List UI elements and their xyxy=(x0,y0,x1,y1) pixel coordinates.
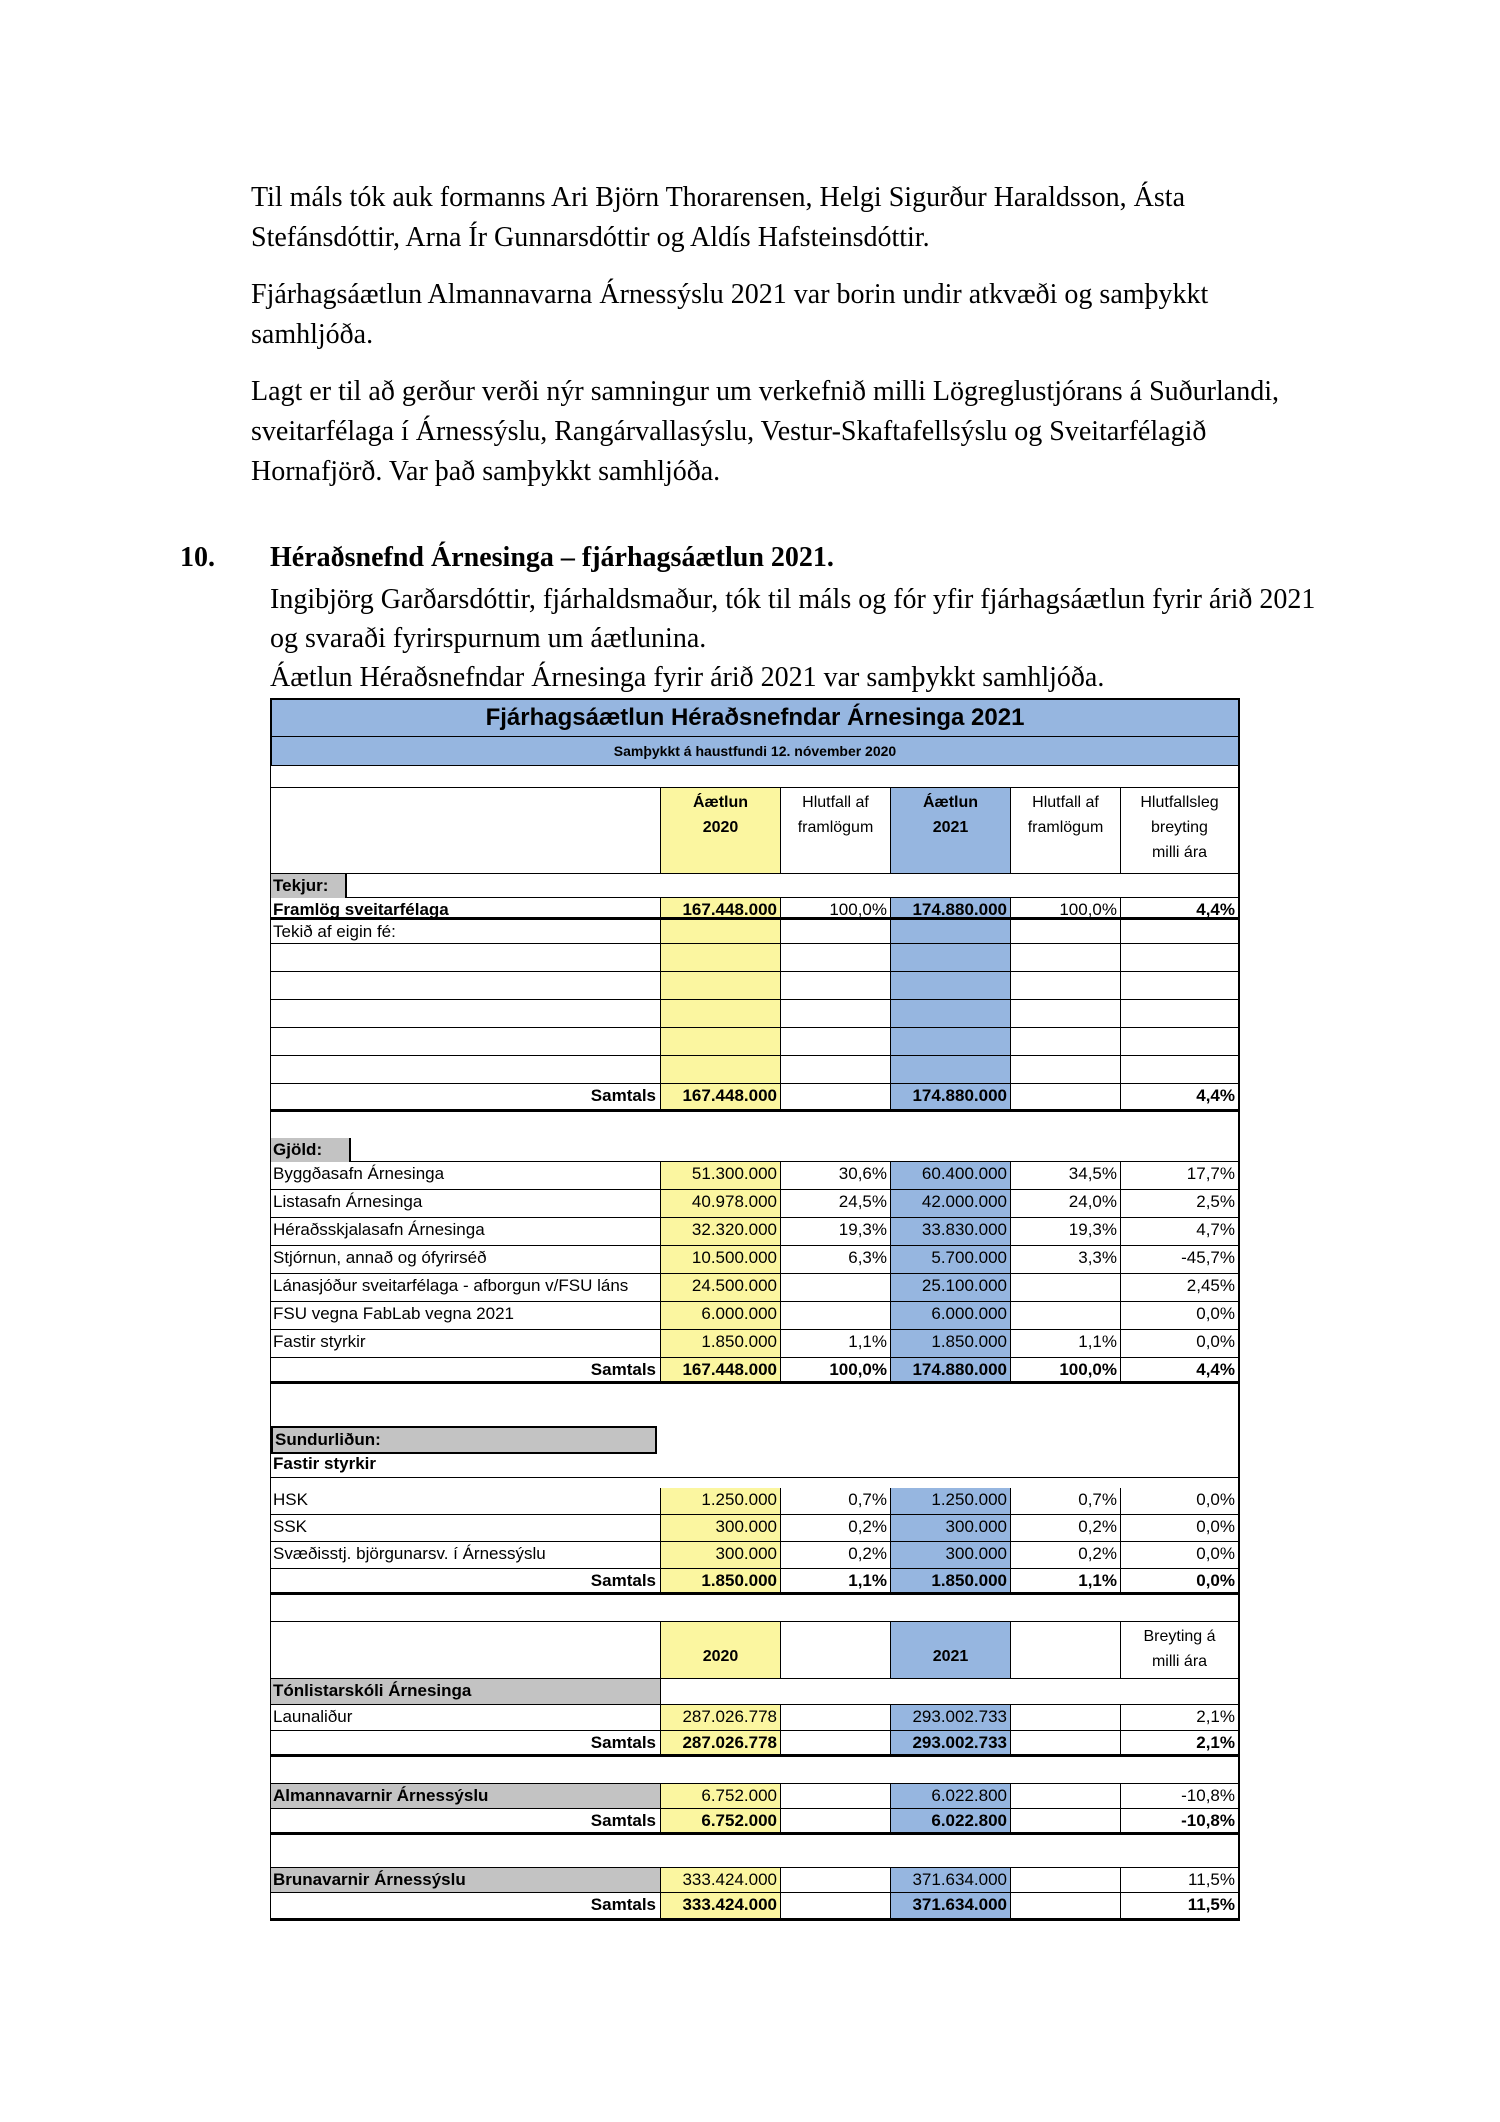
row-label: Stjórnun, annað og ófyrirséð xyxy=(270,1246,660,1274)
change: -45,7% xyxy=(1120,1246,1240,1274)
tekjur-total-row xyxy=(270,1084,1240,1112)
gjold-row xyxy=(270,1190,1240,1218)
section-body xyxy=(270,580,1320,697)
sundurlidun-label-row xyxy=(270,1426,1240,1452)
header-aaetlun-2020: Áætlun 2020 xyxy=(660,788,780,874)
share-2021: 19,3% xyxy=(1010,1218,1120,1246)
value-2021: 300.000 xyxy=(890,1515,1010,1542)
paragraph-almannavarnir: Fjárhagsáætlun Almannavarna Árnessýslu 2021 var borin undir atkvæði og samþykkt samhljóða. xyxy=(251,279,1209,350)
change xyxy=(1120,920,1240,944)
row-label xyxy=(270,944,660,972)
value-2020: 32.320.000 xyxy=(660,1218,780,1246)
gjold-body xyxy=(270,1162,1240,1384)
tonlist-total-2021: 293.002.733 xyxy=(890,1731,1010,1757)
bruna-total-label: Samtals xyxy=(270,1893,660,1921)
value-2021: 1.250.000 xyxy=(890,1488,1010,1515)
header-hlutfall-2020: Hlutfall af framlögum xyxy=(780,788,890,874)
share-2021 xyxy=(1010,1000,1120,1028)
share-2021 xyxy=(1010,1274,1120,1302)
value-2020: 167.448.000 xyxy=(660,1084,780,1112)
row-label: Héraðsskjalasafn Árnesinga xyxy=(270,1218,660,1246)
share-2020 xyxy=(780,1000,890,1028)
header-breyting: Hlutfallsleg breyting milli ára xyxy=(1120,788,1240,874)
table-spacer xyxy=(270,766,1240,788)
change: 0,0% xyxy=(1120,1515,1240,1542)
change: 4,7% xyxy=(1120,1218,1240,1246)
row-label: HSK xyxy=(270,1488,660,1515)
change: 0,0% xyxy=(1120,1330,1240,1358)
row-label: FSU vegna FabLab vegna 2021 xyxy=(270,1302,660,1330)
share-2020 xyxy=(780,944,890,972)
value-2021 xyxy=(890,1000,1010,1028)
share-2020: 24,5% xyxy=(780,1190,890,1218)
value-2021: 1.850.000 xyxy=(890,1330,1010,1358)
header-hlutfall-2021: Hlutfall af framlögum xyxy=(1010,788,1120,874)
paragraph-speakers: Til máls tók auk formanns Ari Björn Thorarensen, Helgi Sigurður Haraldsson, Ásta Stefánsdóttir, Arna Ír Gunnarsdóttir og Aldís Hafsteinsdóttir. xyxy=(251,182,1186,253)
gjold-label-row xyxy=(270,1138,1240,1162)
change: 4,4% xyxy=(1120,1084,1240,1112)
bruna-total-2020: 333.424.000 xyxy=(660,1893,780,1921)
share-2020: 100,0% xyxy=(780,898,890,920)
gap-row-2 xyxy=(270,1384,1240,1426)
row-label: Samtals xyxy=(270,1569,660,1595)
change: 0,0% xyxy=(1120,1542,1240,1569)
value-2020: 51.300.000 xyxy=(660,1162,780,1190)
section-body-2: Áætlun Héraðsnefndar Árnesinga fyrir árið 2021 var samþykkt samhljóða. xyxy=(270,662,1105,693)
tekjur-body xyxy=(270,898,1240,1112)
fastir-total-row xyxy=(270,1569,1240,1595)
value-2021: 6.000.000 xyxy=(890,1302,1010,1330)
value-2021: 42.000.000 xyxy=(890,1190,1010,1218)
almanna-label: Almannavarnir Árnessýslu xyxy=(270,1783,660,1809)
spacer-cell xyxy=(270,766,1240,788)
change: 0,0% xyxy=(1120,1569,1240,1595)
gjold-row xyxy=(270,1330,1240,1358)
row-label: Svæðisstj. björgunarsv. í Árnessýslu xyxy=(270,1542,660,1569)
tekjur-label: Tekjur: xyxy=(271,874,347,898)
gjold-total-row xyxy=(270,1358,1240,1384)
gjold-row xyxy=(270,1218,1240,1246)
row-label: Framlög sveitarfélaga xyxy=(270,898,660,920)
tonlist-row-label: Launaliður xyxy=(270,1705,660,1731)
bruna-change: 11,5% xyxy=(1120,1867,1240,1893)
value-2020 xyxy=(660,1028,780,1056)
change xyxy=(1120,972,1240,1000)
change: 2,5% xyxy=(1120,1190,1240,1218)
tonlist-total-label: Samtals xyxy=(270,1731,660,1757)
row-label: Tekið af eigin fé: xyxy=(270,920,660,944)
gjold-row xyxy=(270,1274,1240,1302)
change xyxy=(1120,944,1240,972)
row-label: Listasafn Árnesinga xyxy=(270,1190,660,1218)
share-2021 xyxy=(1010,972,1120,1000)
share-2021 xyxy=(1010,1056,1120,1084)
change: 4,4% xyxy=(1120,898,1240,920)
share-2020 xyxy=(780,1302,890,1330)
tekjur-label-row xyxy=(270,874,1240,898)
share-2020: 6,3% xyxy=(780,1246,890,1274)
header-blank xyxy=(270,788,660,874)
empty-row xyxy=(270,1000,1240,1028)
almanna-row xyxy=(270,1783,1240,1809)
value-2021 xyxy=(890,1028,1010,1056)
almanna-total-row xyxy=(270,1809,1240,1835)
share-2021: 1,1% xyxy=(1010,1569,1120,1595)
empty-row xyxy=(270,972,1240,1000)
fastir-label-row xyxy=(270,1452,1240,1478)
value-2021: 174.880.000 xyxy=(890,898,1010,920)
share-2020: 0,2% xyxy=(780,1515,890,1542)
share-2021 xyxy=(1010,1302,1120,1330)
tonlist-row xyxy=(270,1705,1240,1731)
value-2020 xyxy=(660,972,780,1000)
fastir-label: Fastir styrkir xyxy=(270,1452,1240,1478)
row-label: Byggðasafn Árnesinga xyxy=(270,1162,660,1190)
empty-row xyxy=(270,1056,1240,1084)
share-2020 xyxy=(780,972,890,1000)
bruna-total-change: 11,5% xyxy=(1120,1893,1240,1921)
share-2021: 0,2% xyxy=(1010,1515,1120,1542)
almanna-total-label: Samtals xyxy=(270,1809,660,1835)
share-2021 xyxy=(1010,1084,1120,1112)
row-label xyxy=(270,1000,660,1028)
gjold-label: Gjöld: xyxy=(271,1138,351,1162)
value-2020 xyxy=(660,1000,780,1028)
table-subtitle: Samþykkt á haustfundi 12. nóvember 2020 xyxy=(270,737,1240,766)
share-2021 xyxy=(1010,920,1120,944)
value-2020 xyxy=(660,920,780,944)
share-2020: 30,6% xyxy=(780,1162,890,1190)
almanna-total-2021: 6.022.800 xyxy=(890,1809,1010,1835)
tekjur-row xyxy=(270,920,1240,944)
header2-2020: 2020 xyxy=(660,1621,780,1679)
value-2021 xyxy=(890,920,1010,944)
header-aaetlun-2021: Áætlun 2021 xyxy=(890,788,1010,874)
almanna-total-change: -10,8% xyxy=(1120,1809,1240,1835)
almanna-total-2020: 6.752.000 xyxy=(660,1809,780,1835)
row-label: Samtals xyxy=(270,1084,660,1112)
value-2021 xyxy=(890,972,1010,1000)
gap-row xyxy=(270,1112,1240,1138)
gap-row-3 xyxy=(270,1595,1240,1621)
row-label: Samtals xyxy=(270,1358,660,1384)
share-2020 xyxy=(780,1084,890,1112)
value-2021 xyxy=(890,1056,1010,1084)
value-2021: 60.400.000 xyxy=(890,1162,1010,1190)
share-2020 xyxy=(780,1274,890,1302)
header2-2021: 2021 xyxy=(890,1621,1010,1679)
section-title: Héraðsnefnd Árnesinga – fjárhagsáætlun 2021. xyxy=(270,542,834,573)
share-2020 xyxy=(780,1056,890,1084)
tekjur-row xyxy=(270,898,1240,920)
almanna-2021: 6.022.800 xyxy=(890,1783,1010,1809)
value-2020: 1.850.000 xyxy=(660,1330,780,1358)
bruna-total-row xyxy=(270,1893,1240,1921)
gjold-row xyxy=(270,1302,1240,1330)
value-2020: 1.850.000 xyxy=(660,1569,780,1595)
gjold-row xyxy=(270,1162,1240,1190)
tonlist-label-row xyxy=(270,1679,1240,1705)
row-label: Lánasjóður sveitarfélaga - afborgun v/FSU láns xyxy=(270,1274,660,1302)
share-2021 xyxy=(1010,944,1120,972)
budget-table xyxy=(270,698,1240,1921)
tonlist-change: 2,1% xyxy=(1120,1705,1240,1731)
row-label: Fastir styrkir xyxy=(270,1330,660,1358)
row-label: SSK xyxy=(270,1515,660,1542)
value-2020: 10.500.000 xyxy=(660,1246,780,1274)
table-title: Fjárhagsáætlun Héraðsnefndar Árnesinga 2021 xyxy=(270,698,1240,737)
value-2021: 25.100.000 xyxy=(890,1274,1010,1302)
tonlist-2021: 293.002.733 xyxy=(890,1705,1010,1731)
value-2021: 174.880.000 xyxy=(890,1084,1010,1112)
change: 17,7% xyxy=(1120,1162,1240,1190)
bruna-label: Brunavarnir Árnessýslu xyxy=(270,1867,660,1893)
section-number: 10. xyxy=(180,542,215,573)
value-2021: 174.880.000 xyxy=(890,1358,1010,1384)
value-2020: 167.448.000 xyxy=(660,898,780,920)
change xyxy=(1120,1056,1240,1084)
share-2021: 100,0% xyxy=(1010,1358,1120,1384)
bruna-row xyxy=(270,1867,1240,1893)
value-2020: 300.000 xyxy=(660,1542,780,1569)
change xyxy=(1120,1028,1240,1056)
value-2020: 24.500.000 xyxy=(660,1274,780,1302)
share-2020: 19,3% xyxy=(780,1218,890,1246)
share-2020: 1,1% xyxy=(780,1330,890,1358)
row-label xyxy=(270,972,660,1000)
tonlist-label: Tónlistarskóli Árnesinga xyxy=(270,1679,660,1705)
tonlist-total-2020: 287.026.778 xyxy=(660,1731,780,1757)
value-2021: 33.830.000 xyxy=(890,1218,1010,1246)
header2-breyting: Breyting á milli ára xyxy=(1120,1621,1240,1679)
share-2020: 0,7% xyxy=(780,1488,890,1515)
value-2020 xyxy=(660,1056,780,1084)
tonlist-2020: 287.026.778 xyxy=(660,1705,780,1731)
bruna-total-2021: 371.634.000 xyxy=(890,1893,1010,1921)
section-body-1: Ingibjörg Garðarsdóttir, fjárhaldsmaður, tók til máls og fór yfir fjárhagsáætlun fyrir árið 2021 og svaraði fyrirspurnum um áætlunina. xyxy=(270,584,1316,654)
share-2020: 1,1% xyxy=(780,1569,890,1595)
value-2020: 40.978.000 xyxy=(660,1190,780,1218)
share-2021: 0,7% xyxy=(1010,1488,1120,1515)
table-header-row xyxy=(270,788,1240,874)
share-2020 xyxy=(780,920,890,944)
value-2021: 5.700.000 xyxy=(890,1246,1010,1274)
fastir-row xyxy=(270,1515,1240,1542)
almanna-change: -10,8% xyxy=(1120,1783,1240,1809)
tonlist-total-change: 2,1% xyxy=(1120,1731,1240,1757)
share-2021: 24,0% xyxy=(1010,1190,1120,1218)
bruna-2020: 333.424.000 xyxy=(660,1867,780,1893)
value-2020: 6.000.000 xyxy=(660,1302,780,1330)
value-2021: 1.850.000 xyxy=(890,1569,1010,1595)
share-2021 xyxy=(1010,1028,1120,1056)
almanna-2020: 6.752.000 xyxy=(660,1783,780,1809)
change: 4,4% xyxy=(1120,1358,1240,1384)
empty-row xyxy=(270,1028,1240,1056)
change: 2,45% xyxy=(1120,1274,1240,1302)
share-2020 xyxy=(780,1028,890,1056)
table-header2-row xyxy=(270,1621,1240,1679)
fastir-body xyxy=(270,1488,1240,1595)
sundurlidun-label: Sundurliðun: xyxy=(271,1426,657,1454)
fastir-row xyxy=(270,1542,1240,1569)
share-2021: 3,3% xyxy=(1010,1246,1120,1274)
share-2021: 34,5% xyxy=(1010,1162,1120,1190)
value-2020: 167.448.000 xyxy=(660,1358,780,1384)
bruna-2021: 371.634.000 xyxy=(890,1867,1010,1893)
value-2020 xyxy=(660,944,780,972)
change xyxy=(1120,1000,1240,1028)
gjold-row xyxy=(270,1246,1240,1274)
change: 0,0% xyxy=(1120,1488,1240,1515)
tonlist-total-row xyxy=(270,1731,1240,1757)
value-2020: 300.000 xyxy=(660,1515,780,1542)
share-2021: 0,2% xyxy=(1010,1542,1120,1569)
share-2021: 1,1% xyxy=(1010,1330,1120,1358)
value-2021 xyxy=(890,944,1010,972)
share-2021: 100,0% xyxy=(1010,898,1120,920)
row-label xyxy=(270,1056,660,1084)
value-2020: 1.250.000 xyxy=(660,1488,780,1515)
value-2021: 300.000 xyxy=(890,1542,1010,1569)
share-2020: 0,2% xyxy=(780,1542,890,1569)
row-label xyxy=(270,1028,660,1056)
share-2020: 100,0% xyxy=(780,1358,890,1384)
paragraph-samningur: Lagt er til að gerður verði nýr samningur um verkefnið milli Lögreglustjórans á Suðurlandi, sveitarfélaga í Árnessýslu, Rangárvallasýslu, Vestur-Skaftafellsýslu og Sveitarfélagið Hornafjörð. Var það samþykkt samhljóða. xyxy=(251,376,1279,487)
fastir-row xyxy=(270,1488,1240,1515)
empty-row xyxy=(270,944,1240,972)
change: 0,0% xyxy=(1120,1302,1240,1330)
